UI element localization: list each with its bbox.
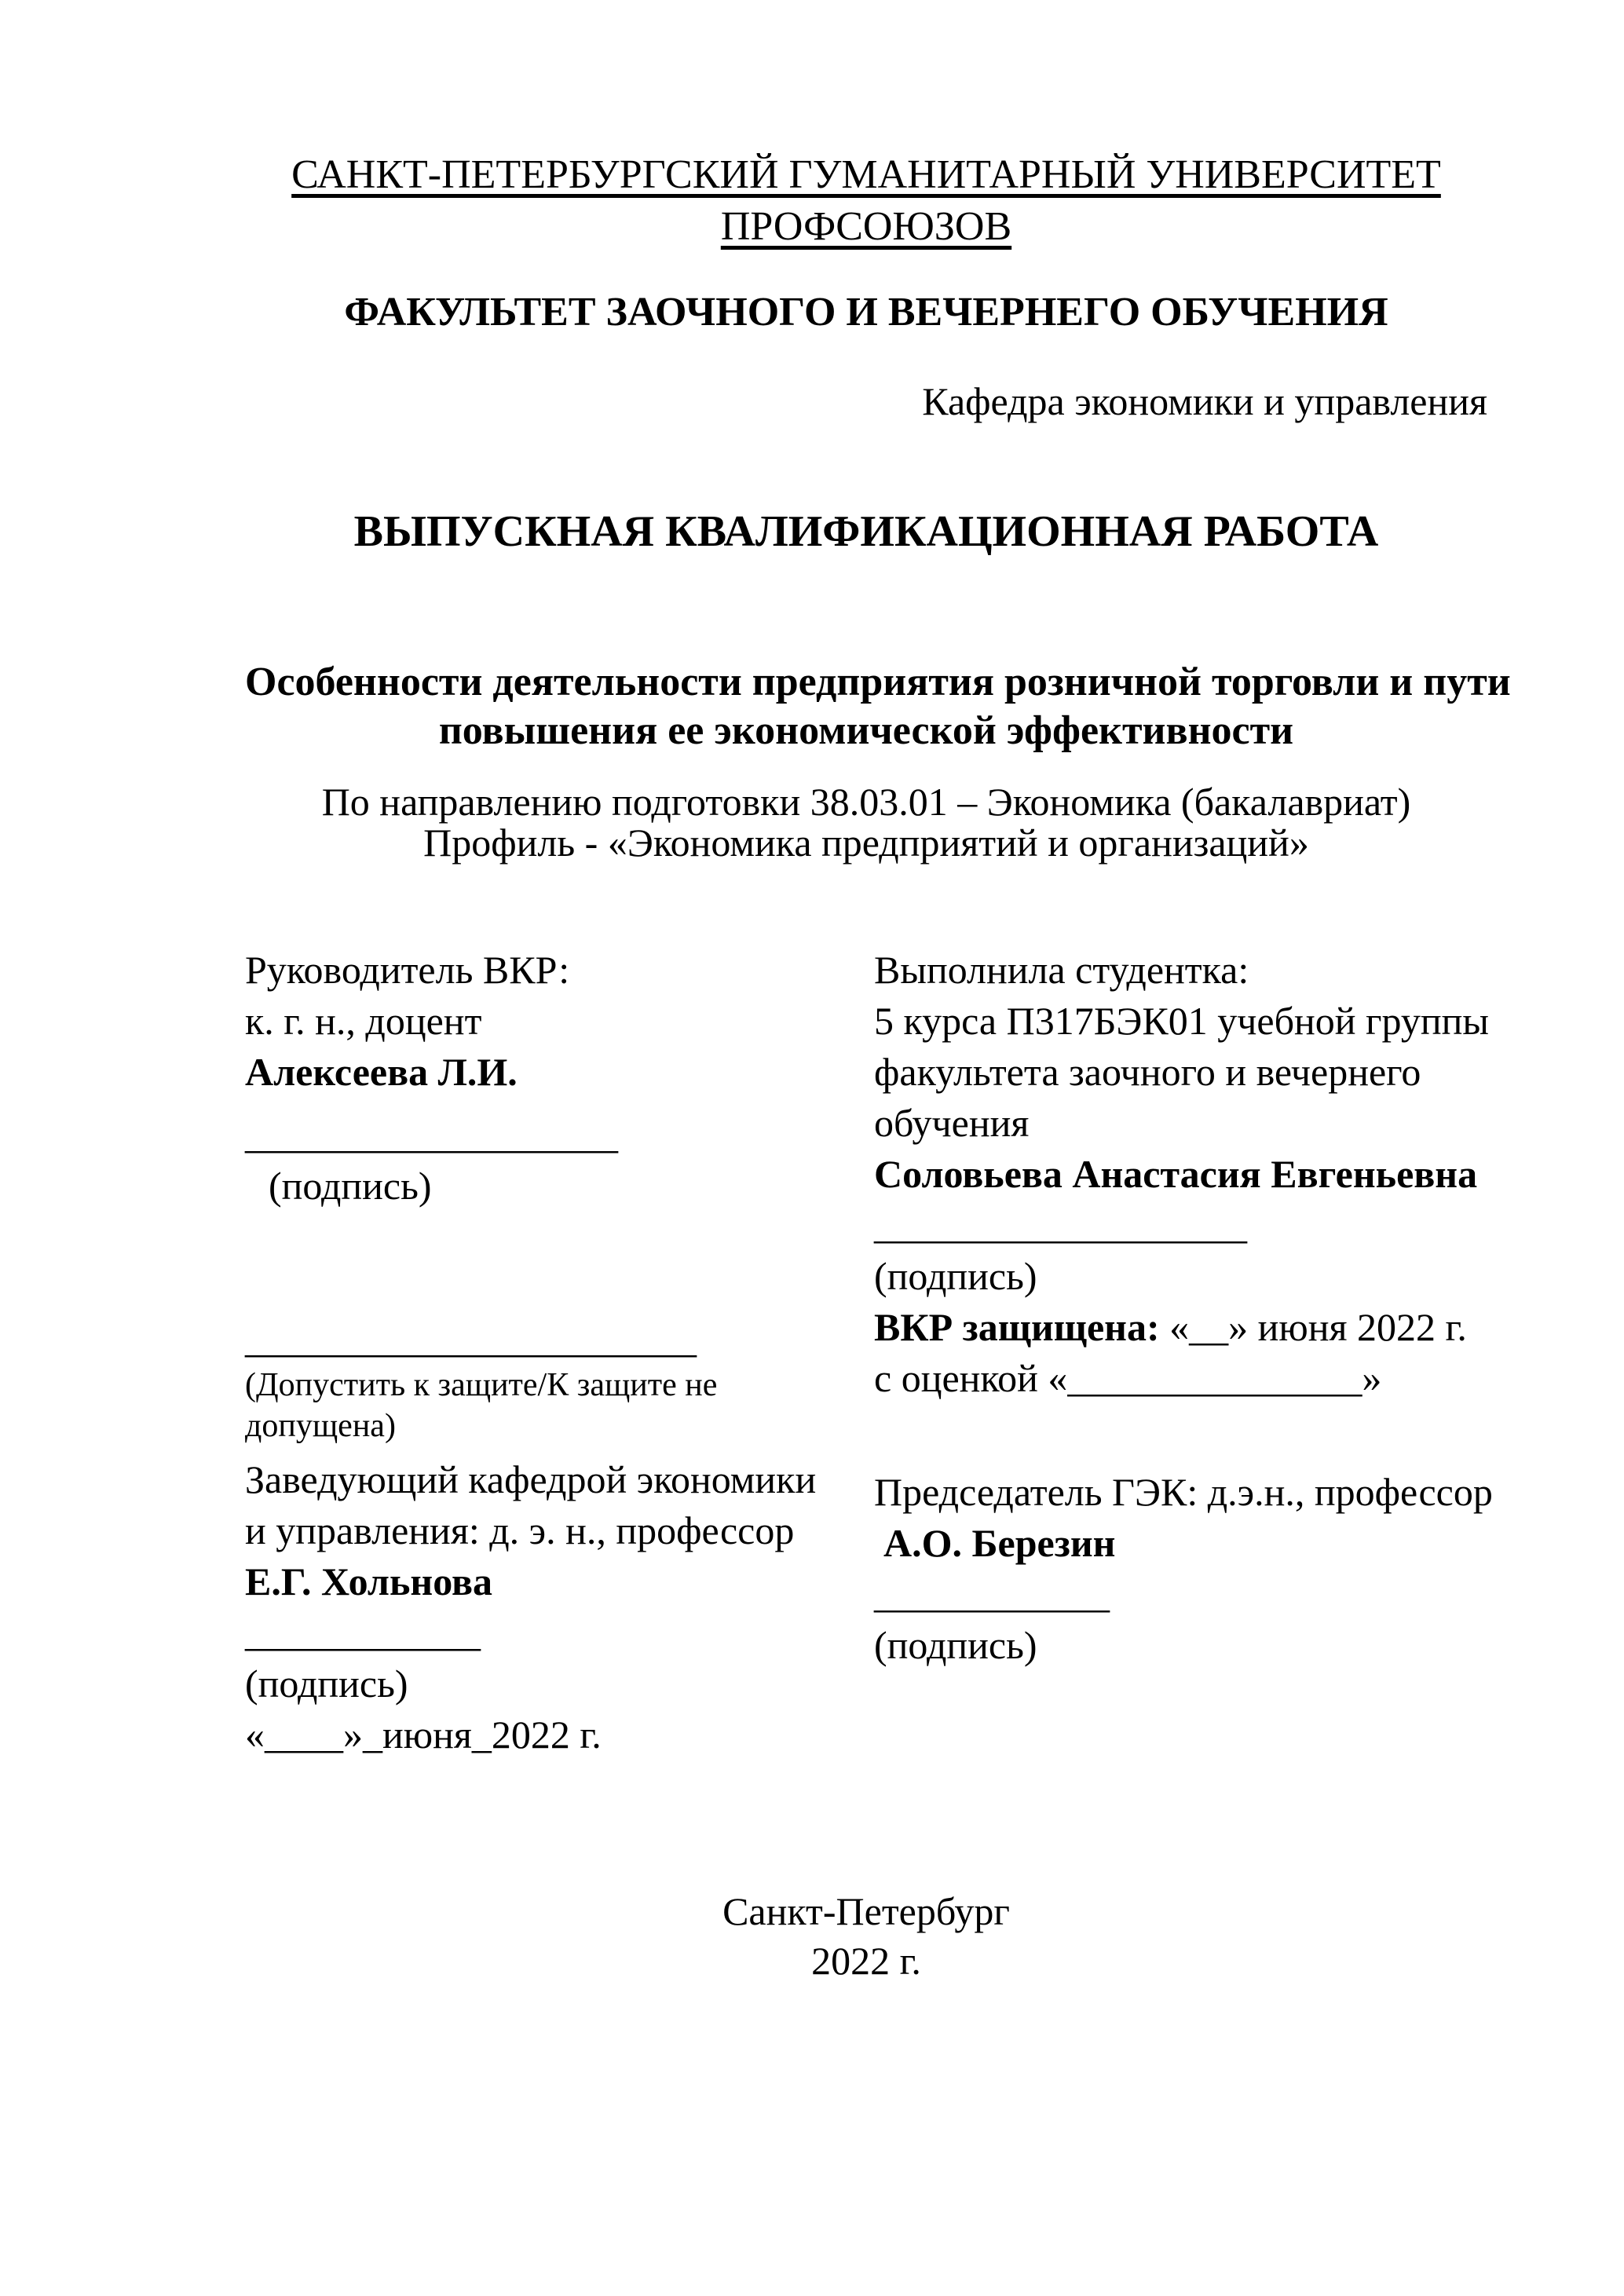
student-name: Соловьева Анастасия Евгеньевна xyxy=(874,1152,1478,1196)
defense-date-line xyxy=(874,1302,1526,1353)
student-performed-label: Выполнила студентка: xyxy=(874,948,1249,992)
footer-city: Санкт-Петербург xyxy=(722,1889,1010,1933)
head-of-department-role-line1: Заведующий кафедрой экономики xyxy=(245,1457,817,1501)
work-type-heading: ВЫПУСКНАЯ КВАЛИФИКАЦИОННАЯ РАБОТА xyxy=(353,507,1379,556)
head-of-department-role-line2: и управления: д. э. н., профессор xyxy=(245,1508,795,1552)
university-name-line1: САНКТ-ПЕТЕРБУРГСКИЙ ГУМАНИТАРНЫЙ УНИВЕРСИТЕТ xyxy=(291,152,1441,197)
head-of-department-signature-caption: (подпись) xyxy=(245,1662,408,1706)
university-name-line2: ПРОФСОЮЗОВ xyxy=(720,204,1012,249)
committee-signature-line: ____________ xyxy=(874,1572,1110,1616)
committee-chair-role: Председатель ГЭК: д.э.н., профессор xyxy=(874,1470,1493,1514)
student-group-line1: 5 курса П317БЭК01 учебной группы xyxy=(874,999,1490,1043)
admission-caption-line2: допущена) xyxy=(245,1408,396,1444)
supervisor-role: Руководитель ВКР: xyxy=(245,948,570,992)
student-group-line3: обучения xyxy=(874,1101,1030,1145)
right-column xyxy=(874,945,1526,1671)
defense-label: ВКР защищена: xyxy=(874,1305,1160,1349)
admission-caption-line1: (Допустить к защите/К защите не xyxy=(245,1367,718,1403)
university-name xyxy=(245,149,1487,253)
supervisor-degree: к. г. н., доцент xyxy=(245,999,482,1043)
supervisor-signature-line: ___________________ xyxy=(245,1113,618,1157)
supervisor-signature-caption: (подпись) xyxy=(269,1164,432,1208)
footer-year: 2022 г. xyxy=(811,1939,921,1983)
head-of-department-signature-line: ____________ xyxy=(245,1610,481,1654)
footer xyxy=(245,1887,1487,1986)
thesis-title xyxy=(245,658,1511,755)
faculty-heading: ФАКУЛЬТЕТ ЗАОЧНОГО И ВЕЧЕРНЕГО ОБУЧЕНИЯ xyxy=(344,290,1388,335)
head-of-department-date-line: «____»_июня_2022 г. xyxy=(245,1713,602,1757)
committee-chair-name: А.О. Березин xyxy=(883,1521,1116,1565)
supervisor-name: Алексеева Л.И. xyxy=(245,1050,518,1094)
program-info xyxy=(245,781,1487,863)
admission-signature-line: _______________________ xyxy=(245,1317,697,1361)
profile-line: Профиль - «Экономика предприятий и организаций» xyxy=(423,821,1309,865)
student-group-line2: факультета заочного и вечернего xyxy=(874,1050,1421,1094)
left-column xyxy=(245,945,873,1760)
student-signature-line: ___________________ xyxy=(874,1203,1247,1247)
department-line: Кафедра экономики и управления xyxy=(922,379,1487,423)
head-of-department-name: Е.Г. Хольнова xyxy=(245,1559,492,1603)
thesis-title-line2: повышения ее экономической эффективности xyxy=(438,708,1294,753)
thesis-title-line1: Особенности деятельности предприятия розничной торговли и пути xyxy=(245,660,1511,704)
defense-date-rest: «__» июня 2022 г. xyxy=(1159,1305,1467,1349)
direction-line: По направлению подготовки 38.03.01 – Экономика (бакалавриат) xyxy=(321,780,1411,824)
defense-grade-line: с оценкой «_______________» xyxy=(874,1356,1382,1400)
student-signature-caption: (подпись) xyxy=(874,1254,1037,1298)
committee-signature-caption: (подпись) xyxy=(874,1623,1037,1667)
